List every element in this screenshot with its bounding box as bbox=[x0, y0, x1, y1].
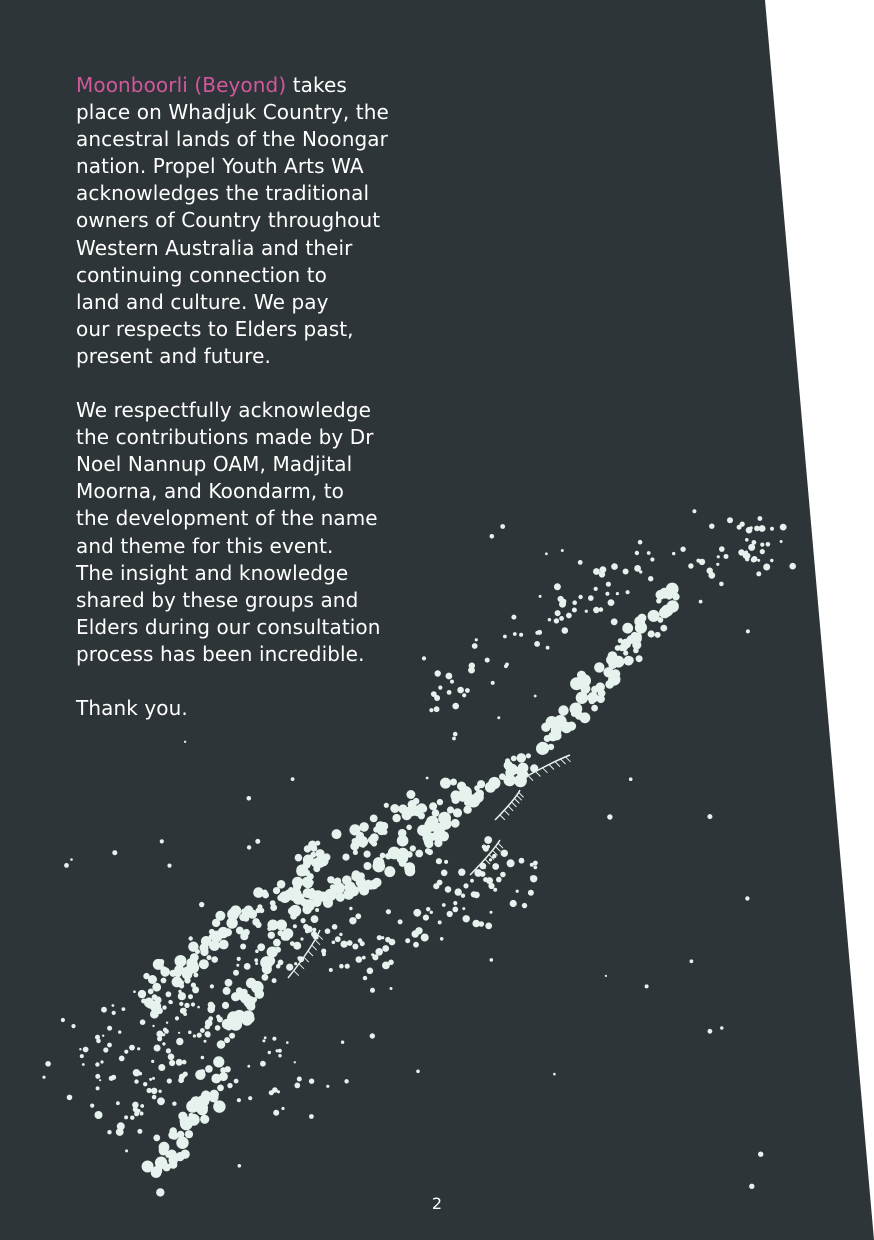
acknowledgement-paragraph-2: We respectfully acknowledge the contributions made by Dr Noel Nannup OAM, Madjital Moorna, and Koondarm, to the development of the name and theme for this event. The insight and knowledge shared by these groups and Elders during our consultation process has been incredible. bbox=[76, 398, 381, 666]
acknowledgement-text bbox=[76, 72, 456, 749]
acknowledgement-paragraph-1 bbox=[76, 72, 456, 370]
page-number: 2 bbox=[431, 1194, 443, 1213]
thank-you-text: Thank you. bbox=[76, 695, 188, 720]
event-name-highlight: Moonboorli (Beyond) bbox=[76, 73, 287, 97]
acknowledgement-country-text: takes place on Whadjuk Country, the ancestral lands of the Noongar nation. Propel Youth Arts WA acknowledges the traditional owners of Country throughout Western Australia and their continuing connection to land and culture. We pay our respects to Elders past, present and future. bbox=[76, 73, 389, 368]
